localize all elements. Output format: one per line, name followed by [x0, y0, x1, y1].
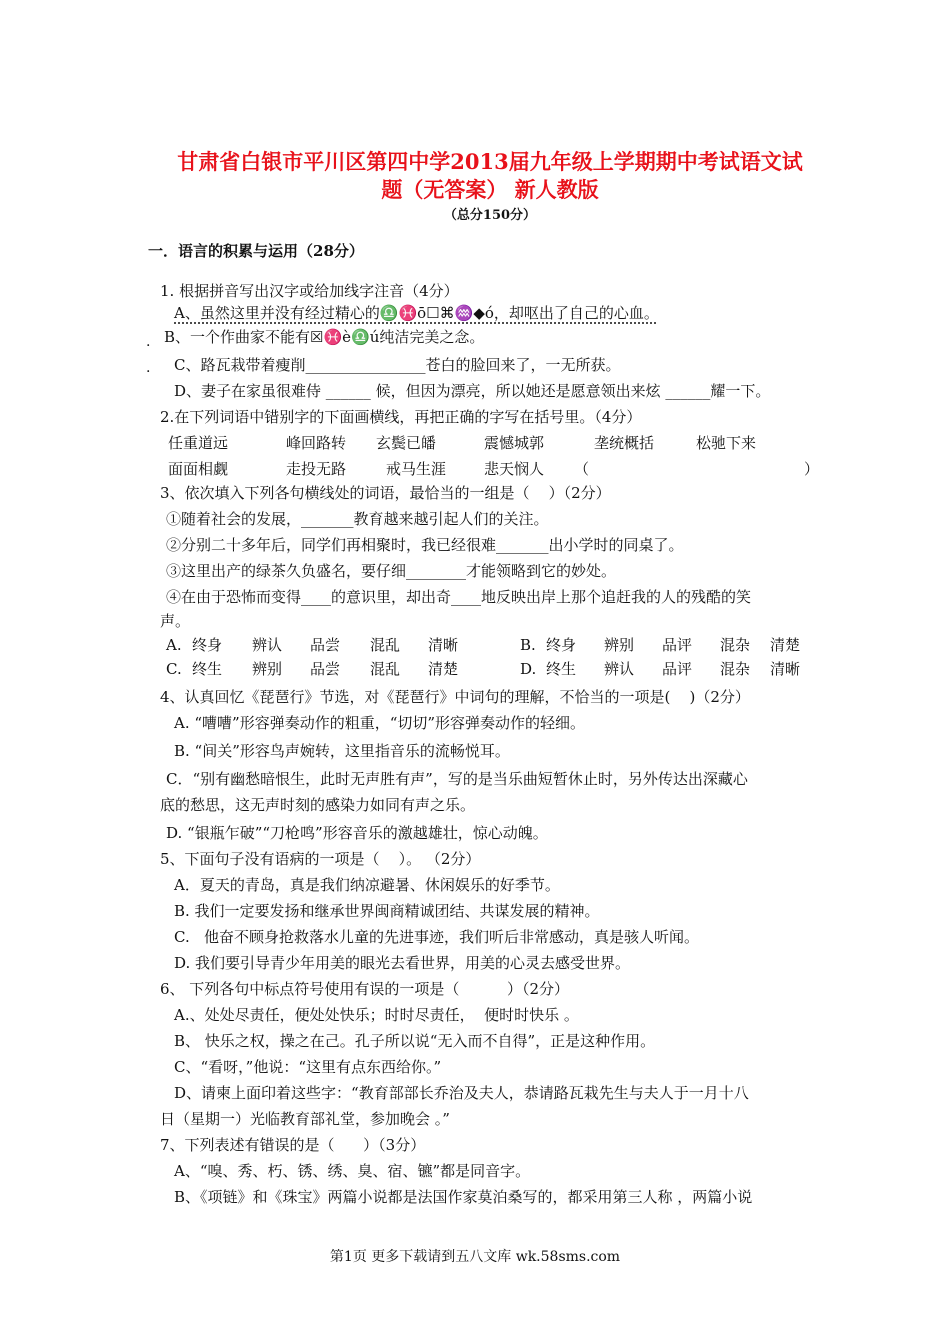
q7-option-b: B、《项链》和《珠宝》两篇小说都是法国作家莫泊桑写的，都采用第三人称 ，两篇小说 — [174, 1188, 753, 1206]
q2-word: 垄统概括 — [594, 434, 655, 452]
section-heading: 一．语言的积累与运用（28分） — [148, 242, 364, 260]
q3-option-word: 品尝 — [310, 636, 341, 654]
q3-option-word: 品评 — [662, 636, 693, 654]
q6-stem: 6、 下列各句中标点符号使用有误的一项是（ ）（2分） — [160, 980, 570, 998]
q3-option-word: 清晰 — [428, 636, 459, 654]
q5-option-a: A．夏天的青岛，真是我们纳凉避暑、休闲娱乐的好季节。 — [174, 876, 560, 894]
q3-sentence: ②分别二十多年后，同学们再相聚时，我已经很难_______出小学时的同桌了。 — [166, 536, 684, 554]
q3-option-word: 终身 — [192, 636, 223, 654]
q6-option-d: D、请柬上面印着这些字：“教育部部长乔治及夫人，恭请路瓦栽先生与夫人于一月十八 — [174, 1084, 749, 1102]
q3-sentence: ①随着社会的发展，_______教育越来越引起人们的关注。 — [166, 510, 549, 528]
q5-stem: 5、下面句子没有语病的一项是（ ）。 （2分） — [160, 850, 481, 868]
q1-option-b: B、一个作曲家不能有☒♓è♎ú纯洁完美之念。 — [164, 328, 485, 346]
q4-option-c-cont: 底的愁思，这无声时刻的感染力如同有声之乐。 — [160, 796, 476, 814]
q3-option-word: 终生 — [192, 660, 223, 678]
margin-dot: . — [146, 334, 151, 350]
q3-option-c-label: C. — [166, 660, 182, 678]
q1-option-a: A、虽然这里并没有经过精心的♎♓ō☐⌘♒◆ó，却呕出了自己的心血。 — [174, 304, 659, 322]
q3-option-word: 混乱 — [370, 660, 401, 678]
answer-paren-close: ） — [804, 460, 820, 478]
q3-option-word: 清楚 — [428, 660, 459, 678]
page-footer: 第1页 更多下载请到五八文库 wk.58sms.com — [329, 1249, 621, 1265]
q6-option-b: B、 快乐之权，操之在己。孔子所以说“无入而不自得”，正是这种作用。 — [174, 1032, 656, 1050]
q2-word: 松驰下来 — [696, 434, 757, 452]
q2-word: 峰回路转 — [286, 434, 347, 452]
q3-option-word: 混杂 — [720, 636, 751, 654]
q7-stem: 7、下列表述有错误的是（ ）（3分） — [160, 1136, 426, 1154]
answer-paren-open: （ — [574, 460, 590, 478]
q2-word: 玄鬓已皤 — [376, 434, 437, 452]
q3-option-word: 清楚 — [770, 636, 801, 654]
q3-option-word: 终身 — [546, 636, 577, 654]
q3-option-word: 终生 — [546, 660, 577, 678]
q3-option-word: 混杂 — [720, 660, 751, 678]
q5-option-c: C. 他奋不顾身抢救落水儿童的先进事迹，我们听后非常感动，真是骇人听闻。 — [174, 928, 700, 946]
q5-option-b: B. 我们一定要发扬和继承世界闽商精诚团结、共谋发展的精神。 — [174, 902, 600, 920]
q3-option-word: 辨认 — [604, 660, 635, 678]
q2-word: 悲天悯人 — [484, 460, 545, 478]
q4-stem: 4、认真回忆《琵琶行》节选，对《琵琶行》中词句的理解，不恰当的一项是( )（2分） — [160, 688, 750, 706]
q2-word: 任重道远 — [168, 434, 229, 452]
q2-word: 走投无路 — [286, 460, 347, 478]
q3-sentence: ④在由于恐怖而变得____的意识里，却出奇____地反映出岸上那个追赶我的人的残酷的笑 — [166, 588, 752, 606]
q4-option-d: D. “银瓶乍破”“刀枪鸣”形容音乐的激越雄壮，惊心动魄。 — [166, 824, 548, 842]
q3-option-word: 品尝 — [310, 660, 341, 678]
q2-stem: 2.在下列词语中错别字的下面画横线，再把正确的字写在括号里。（4分） — [160, 408, 642, 426]
q3-sentence: ③这里出产的绿茶久负盛名，要仔细________才能领略到它的妙处。 — [166, 562, 617, 580]
q4-option-b: B. “间关”形容鸟声婉转，这里指音乐的流畅悦耳。 — [174, 742, 510, 760]
margin-dot: . — [146, 360, 151, 376]
document-title-line2: 题（无答案） 新人教版 — [381, 177, 599, 202]
q6-option-c: C、“看呀，”他说：“这里有点东西给你。” — [174, 1058, 442, 1076]
q3-stem: 3、依次填入下列各句横线处的词语，最恰当的一组是（ ）（2分） — [160, 484, 611, 502]
q3-option-word: 辨别 — [604, 636, 635, 654]
q3-option-d-label: D. — [520, 660, 537, 678]
q1-stem: 1. 根据拼音写出汉字或给加线字注音（4分） — [160, 282, 459, 300]
q2-word: 戒马生涯 — [386, 460, 447, 478]
q6-option-a: A.、处处尽责任，便处处快乐；时时尽责任， 便时时快乐 。 — [174, 1006, 579, 1024]
q3-option-word: 清晰 — [770, 660, 801, 678]
q3-option-a-label: A. — [166, 636, 182, 654]
q1-option-c: C、路瓦栽带着瘦削________________苍白的脸回来了，一无所获。 — [174, 356, 621, 374]
q6-option-d-cont: 日（星期一）光临教育部礼堂，参加晚会 。” — [160, 1110, 450, 1128]
q3-option-b-label: B. — [520, 636, 536, 654]
q5-option-d: D. 我们要引导青少年用美的眼光去看世界，用美的心灵去感受世界。 — [174, 954, 631, 972]
q2-word: 面面相觑 — [168, 460, 229, 478]
q4-option-a: A. “嘈嘈”形容弹奏动作的粗重，“切切”形容弹奏动作的轻细。 — [174, 714, 586, 732]
q3-option-word: 辨认 — [252, 636, 283, 654]
total-score: （总分150分） — [443, 208, 537, 223]
q4-option-c: C．“别有幽愁暗恨生，此时无声胜有声”，写的是当乐曲短暂休止时，另外传达出深藏心 — [166, 770, 748, 788]
q7-option-a: A、“嗅、秀、朽、锈、绣、臭、宿、镳”都是同音字。 — [174, 1162, 531, 1180]
q3-option-word: 辨别 — [252, 660, 283, 678]
q3-option-word: 混乱 — [370, 636, 401, 654]
q2-word: 震憾城郭 — [484, 434, 545, 452]
document-title-line1: 甘肃省白银市平川区第四中学2013届九年级上学期期中考试语文试 — [177, 149, 803, 174]
q1-option-d: D、妻子在家虽很难侍 ______ 候，但因为漂亮，所以她还是愿意领出来炫 ______耀一下。 — [174, 382, 771, 400]
q3-sentence-cont: 声。 — [160, 612, 191, 630]
q3-option-word: 品评 — [662, 660, 693, 678]
